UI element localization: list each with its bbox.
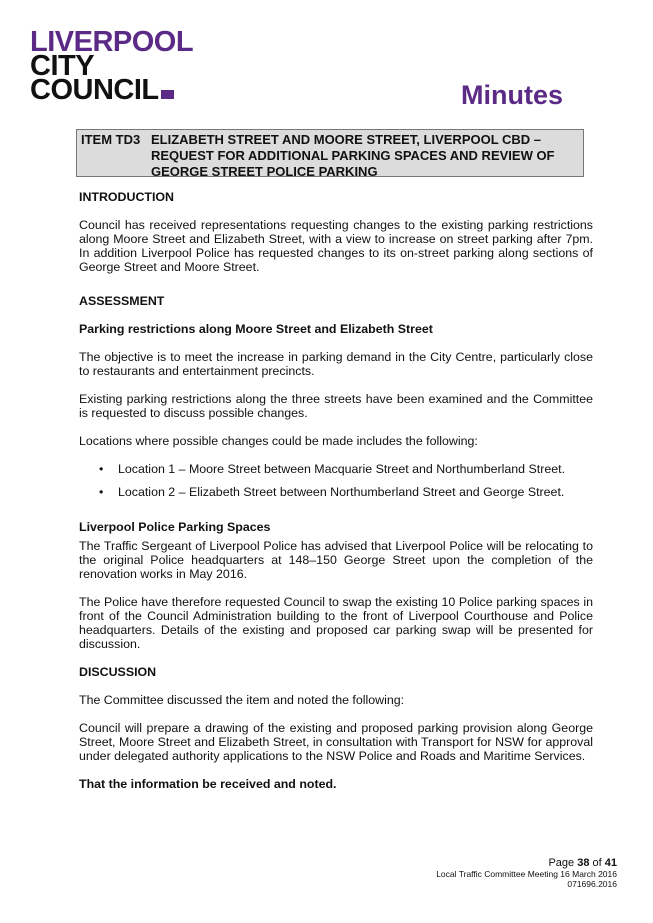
discussion-paragraph: Council will prepare a drawing of the existing and proposed parking provision along George Street, Moore Street and Elizabeth Street, in consultation with Transport for NSW for approval under delegated authority applications to the NSW Police and Roads and Maritime Services.: [79, 721, 593, 763]
list-item: • Location 2 – Elizabeth Street between Northumberland Street and George Street.: [79, 485, 593, 499]
page-prefix: Page: [548, 857, 578, 869]
logo-mark-icon: [161, 90, 174, 99]
logo-line-council: [30, 74, 193, 106]
resolution-text: That the information be received and noted.: [79, 777, 337, 791]
locations-list: [79, 462, 593, 499]
item-heading-box: [76, 129, 584, 177]
locations-intro: Locations where possible changes could be made includes the following:: [79, 434, 478, 448]
page-footer: [436, 857, 617, 889]
logo-line-liverpool: LIVERPOOL: [30, 26, 194, 58]
discussion-intro: The Committee discussed the item and noted the following:: [79, 693, 405, 707]
item-title: ELIZABETH STREET AND MOORE STREET, LIVERPOOL CBD – REQUEST FOR ADDITIONAL PARKING SPACES AND REVIEW OF GEORGE STREET POLICE PARKING: [151, 132, 555, 179]
existing-restrictions-paragraph: Existing parking restrictions along the three streets have been examined and the Committee is requested to discuss possible changes.: [79, 392, 593, 420]
minutes-body: [79, 190, 593, 791]
assessment-heading: ASSESSMENT: [79, 294, 165, 308]
discussion-heading: DISCUSSION: [79, 665, 157, 679]
objective-paragraph: The objective is to meet the increase in parking demand in the City Centre, particularly close to restaurants and entertainment precincts.: [79, 350, 593, 378]
list-item: • Location 1 – Moore Street between Macquarie Street and Northumberland Street.: [79, 462, 593, 476]
page-total: 41: [604, 857, 617, 869]
parking-restrictions-subheading: Parking restrictions along Moore Street and Elizabeth Street: [79, 322, 433, 336]
logo-council-text: COUNCIL: [30, 74, 159, 106]
page-number: [436, 857, 617, 869]
introduction-heading: INTRODUCTION: [79, 190, 174, 204]
document-reference: 071696.2016: [567, 879, 617, 889]
police-relocation-paragraph: The Traffic Sergeant of Liverpool Police has advised that Liverpool Police will be relocating to the original Police headquarters at 148–150 George Street upon the completion of the renovation works in May 2016.: [79, 539, 593, 581]
police-swap-paragraph: The Police have therefore requested Council to swap the existing 10 Police parking spaces in front of the Council Administration building to the front of Liverpool Courthouse and Police headquarters. Details of the existing and proposed car parking swap will be presented for discussion.: [79, 595, 593, 651]
council-logo: [30, 26, 194, 106]
police-parking-subheading: Liverpool Police Parking Spaces: [79, 520, 271, 534]
meeting-name: Local Traffic Committee Meeting 16 March 2016: [436, 869, 617, 879]
page-current: 38: [577, 857, 590, 869]
page-of: of: [589, 857, 605, 869]
document-type-title: Minutes: [460, 80, 563, 110]
introduction-paragraph: Council has received representations requesting changes to the existing parking restrictions along Moore Street and Elizabeth Street, with a view to increase on street parking after 7pm. In addition Liverpool Police has requested changes to its on-street parking along sections of George Street and Moore Street.: [79, 218, 593, 274]
item-code: ITEM TD3: [81, 132, 141, 147]
logo-line-city: CITY: [30, 50, 95, 82]
